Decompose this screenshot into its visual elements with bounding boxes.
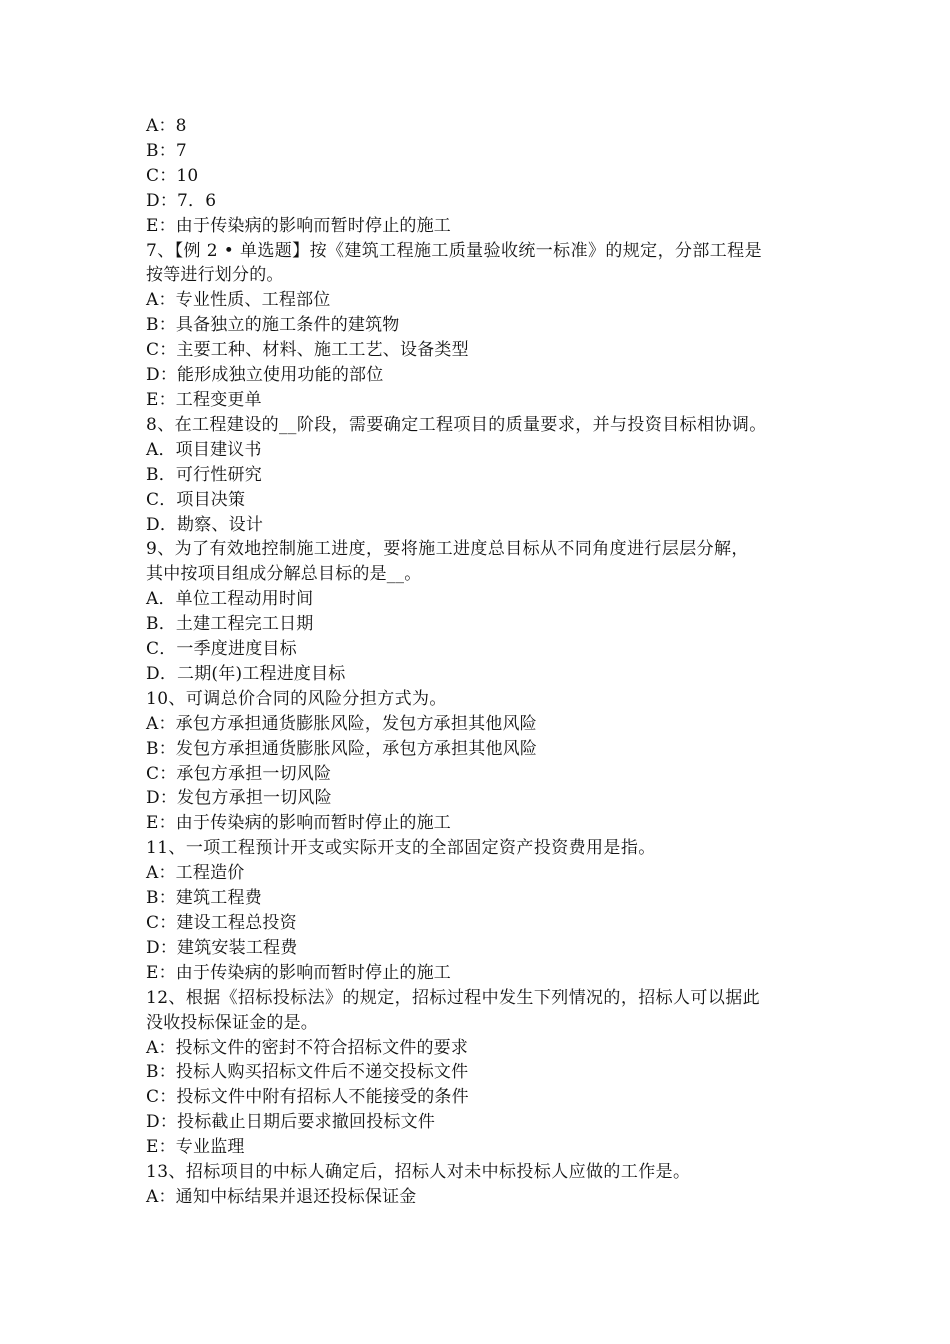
option-line: D．二期(年)工程进度目标 [146,663,346,684]
option-line: C．一季度进度目标 [146,639,297,660]
question-8: 8、在工程建设的__阶段，需要确定工程项目的质量要求，并与投资目标相协调。 [146,414,767,435]
question-12-continued: 没收投标保证金的是。 [146,1012,318,1033]
option-line: C．项目决策 [146,489,246,510]
option-line: A：工程造价 [146,863,245,884]
option-line: A：8 [146,116,187,136]
question-9: 9、为了有效地控制施工进度，要将施工进度总目标从不同角度进行层层分解， [146,539,749,560]
option-line: A：通知中标结果并退还投标保证金 [146,1186,417,1207]
option-line: C：承包方承担一切风险 [146,763,332,784]
question-13: 13、招标项目的中标人确定后，招标人对未中标投标人应做的工作是。 [146,1162,691,1183]
question-9-continued: 其中按项目组成分解总目标的是__。 [146,564,422,585]
option-line: D：投标截止日期后要求撤回投标文件 [146,1112,436,1133]
option-line: E：专业监理 [146,1137,245,1158]
question-7-continued: 按等进行划分的。 [146,265,284,286]
option-line: C：主要工种、材料、施工工艺、设备类型 [146,340,469,361]
option-line: A．项目建议书 [146,439,262,460]
option-line: E：由于传染病的影响而暂时停止的施工 [146,813,452,834]
document-body [146,114,816,1210]
option-line: B：发包方承担通货膨胀风险，承包方承担其他风险 [146,738,538,759]
option-line: A：承包方承担通货膨胀风险，发包方承担其他风险 [146,713,537,734]
question-12: 12、根据《招标投标法》的规定，招标过程中发生下列情况的，招标人可以据此 [146,987,761,1008]
question-10: 10、可调总价合同的风险分担方式为。 [146,688,447,709]
option-line: B：投标人购买招标文件后不递交投标文件 [146,1062,469,1083]
option-line: D：建筑安装工程费 [146,937,298,958]
option-line: D：能形成独立使用功能的部位 [146,365,384,386]
option-line: C：建设工程总投资 [146,913,297,933]
option-line: D．勘察、设计 [146,514,264,535]
question-11: 11、一项工程预计开支或实际开支的全部固定资产投资费用是指。 [146,838,656,859]
option-line: C：10 [146,165,199,186]
option-line: A：投标文件的密封不符合招标文件的要求 [146,1037,469,1058]
question-7: 7、【例 2 • 单选题】按《建筑工程施工质量验收统一标准》的规定，分部工程是 [146,240,762,261]
option-line: D：发包方承担一切风险 [146,788,332,809]
option-line: A：专业性质、工程部位 [146,290,331,311]
option-line: B．土建工程完工日期 [146,614,314,635]
option-line: D：7．6 [146,190,217,211]
option-line: E：由于传染病的影响而暂时停止的施工 [146,215,452,236]
option-line: E：由于传染病的影响而暂时停止的施工 [146,962,452,983]
option-line: B．可行性研究 [146,464,262,485]
option-line: A．单位工程动用时间 [146,589,314,610]
option-line: E：工程变更单 [146,389,262,410]
option-line: B：具备独立的施工条件的建筑物 [146,315,400,336]
option-line: B：建筑工程费 [146,888,262,909]
option-line: B：7 [146,140,187,161]
option-line: C：投标文件中附有招标人不能接受的条件 [146,1087,469,1108]
